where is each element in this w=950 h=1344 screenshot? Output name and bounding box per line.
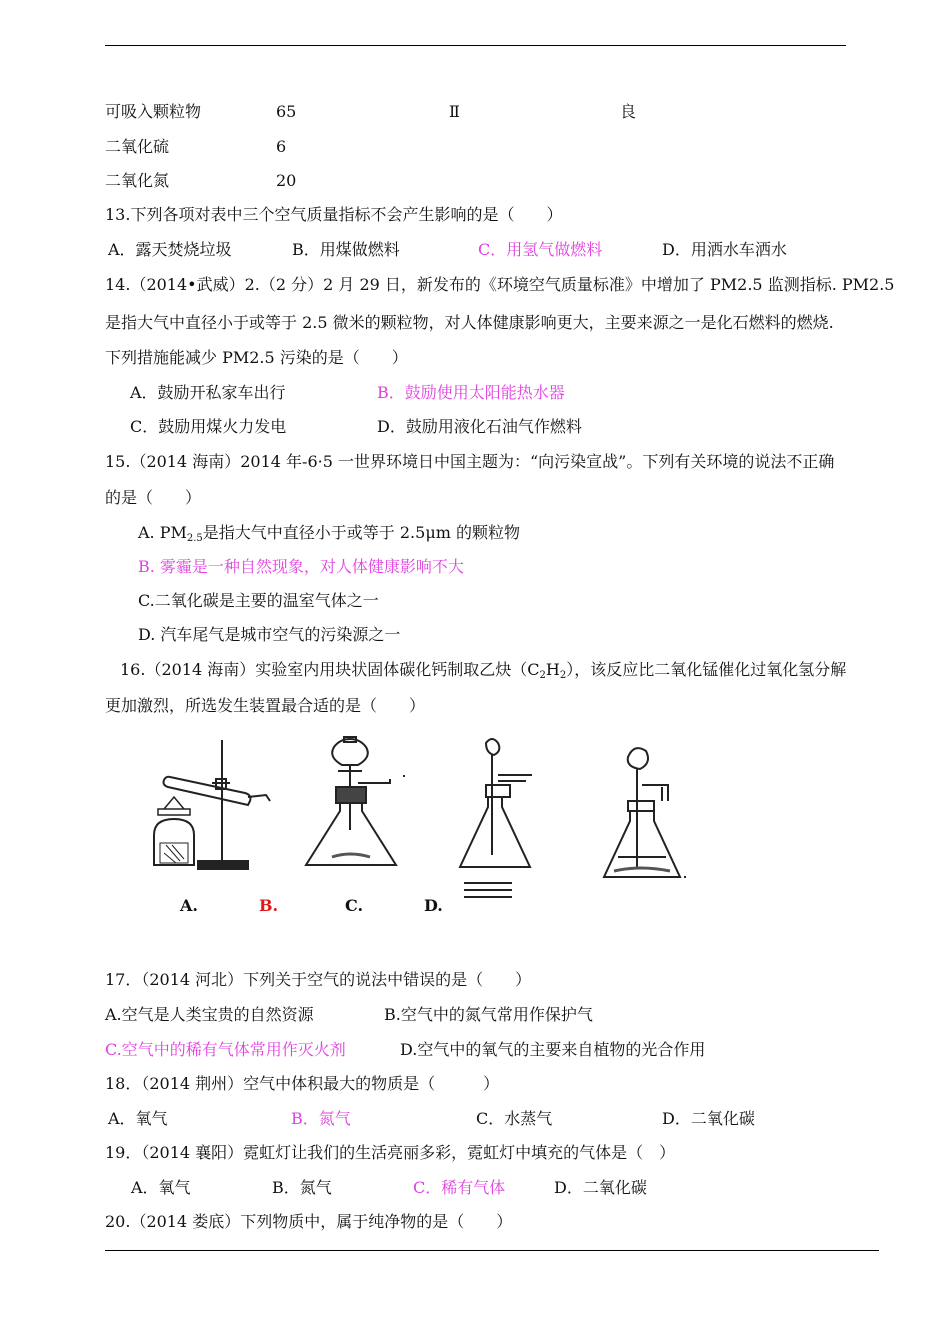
q15-line1: 15.（2014 海南）2014 年-6·5 一世界环境日中国主题为：“向污染宣战”。下列有关环境的说法不正确 (105, 452, 835, 471)
q17-stem: 17．（2014 河北）下列关于空气的说法中错误的是（ ） (105, 970, 532, 989)
q13-option-a: A．露天焚烧垃圾 (108, 240, 232, 259)
table-row (105, 102, 201, 122)
row-level: Ⅱ (449, 102, 460, 121)
q13-option-b: B．用煤做燃料 (292, 240, 400, 259)
row-value: 65 (276, 102, 297, 121)
apparatus-a-image (150, 735, 280, 875)
q17-option-d: D.空气中的氧气的主要来自植物的光合作用 (400, 1040, 706, 1059)
q14-option-b: B．鼓励使用太阳能热水器 (377, 383, 565, 402)
q17-option-c: C.空气中的稀有气体常用作灭火剂 (105, 1040, 346, 1059)
q13-option-d: D．用洒水车洒水 (662, 240, 787, 259)
q16-line1: 16.（2014 海南）实验室内用块状固体碳化钙制取乙炔$(C_2H_2)$，该反应比二氧化锰催化过氧化氢分解 (120, 660, 847, 681)
q18-option-b: B．氮气 (291, 1109, 351, 1128)
q15-option-d: D. 汽车尾气是城市空气的污染源之一 (138, 625, 401, 644)
q14-option-a: A．鼓励开私家车出行 (130, 383, 286, 402)
q14-line1: 14.（2014•武威）2.（2 分）2 月 29 日，新发布的《环境空气质量标准》中增加了 PM2.5 监测指标. PM2.5 (105, 275, 895, 294)
row-name: 二氧化氮 (105, 171, 170, 190)
q15-line2: 的是（ ） (105, 488, 202, 507)
q13-option-c: C．用氢气做燃料 (478, 240, 603, 259)
row-value: 20 (276, 171, 297, 190)
row-name: 可吸入颗粒物 (105, 102, 202, 121)
q15-option-c: C.二氧化碳是主要的温室气体之一 (138, 591, 379, 610)
q19-option-b: B．氮气 (272, 1178, 332, 1197)
q14-option-d: D．鼓励用液化石油气作燃料 (377, 417, 582, 436)
header-rule (105, 45, 846, 46)
q17-option-b: B.空气中的氮气常用作保护气 (384, 1005, 593, 1024)
q17-option-a: A.空气是人类宝贵的自然资源 (105, 1005, 314, 1024)
q18-option-a: A．氧气 (108, 1109, 168, 1128)
apparatus-d-image (600, 745, 700, 885)
apparatus-label-d: D. (424, 896, 443, 915)
apparatus-b-image (300, 735, 410, 875)
row-grade: 良 (620, 102, 637, 121)
q19-option-d: D．二氧化碳 (554, 1178, 647, 1197)
q14-line2: 是指大气中直径小于或等于 2.5 微米的颗粒物，对人体健康影响更大，主要来源之一是化石燃料的燃烧. (105, 313, 834, 332)
row-value: 6 (276, 137, 287, 156)
q14-line3: 下列措施能减少 PM2.5 污染的是（ ） (105, 348, 408, 367)
apparatus-label-b: B. (259, 896, 279, 915)
q15-option-b: B. 雾霾是一种自然现象，对人体健康影响不大 (138, 557, 464, 576)
q18-option-c: C．水蒸气 (476, 1109, 553, 1128)
row-name: 二氧化硫 (105, 137, 170, 156)
q19-option-a: A．氧气 (131, 1178, 191, 1197)
q20-stem: 20.（2014 娄底）下列物质中，属于纯净物的是（ ） (105, 1212, 513, 1231)
q19-option-c: C．稀有气体 (413, 1178, 506, 1197)
q18-stem: 18．（2014 荆州）空气中体积最大的物质是（ ） (105, 1074, 500, 1093)
q19-stem: 19．（2014 襄阳）霓虹灯让我们的生活亮丽多彩，霓虹灯中填充的气体是（ ） (105, 1143, 676, 1162)
footer-rule (105, 1250, 879, 1251)
apparatus-c-image (450, 735, 550, 905)
q13-stem: 13.下列各项对表中三个空气质量指标不会产生影响的是（ ） (105, 205, 563, 224)
apparatus-label-a: A. (180, 896, 198, 915)
apparatus-label-c: C. (345, 896, 364, 915)
q14-option-c: C．鼓励用煤火力发电 (130, 417, 287, 436)
q18-option-d: D．二氧化碳 (662, 1109, 755, 1128)
q15-option-a: A. $PM_{2.5}$是指大气中直径小于或等于 2.5μm 的颗粒物 (138, 523, 520, 544)
q16-line2: 更加激烈，所选发生装置最合适的是（ ） (105, 696, 426, 715)
